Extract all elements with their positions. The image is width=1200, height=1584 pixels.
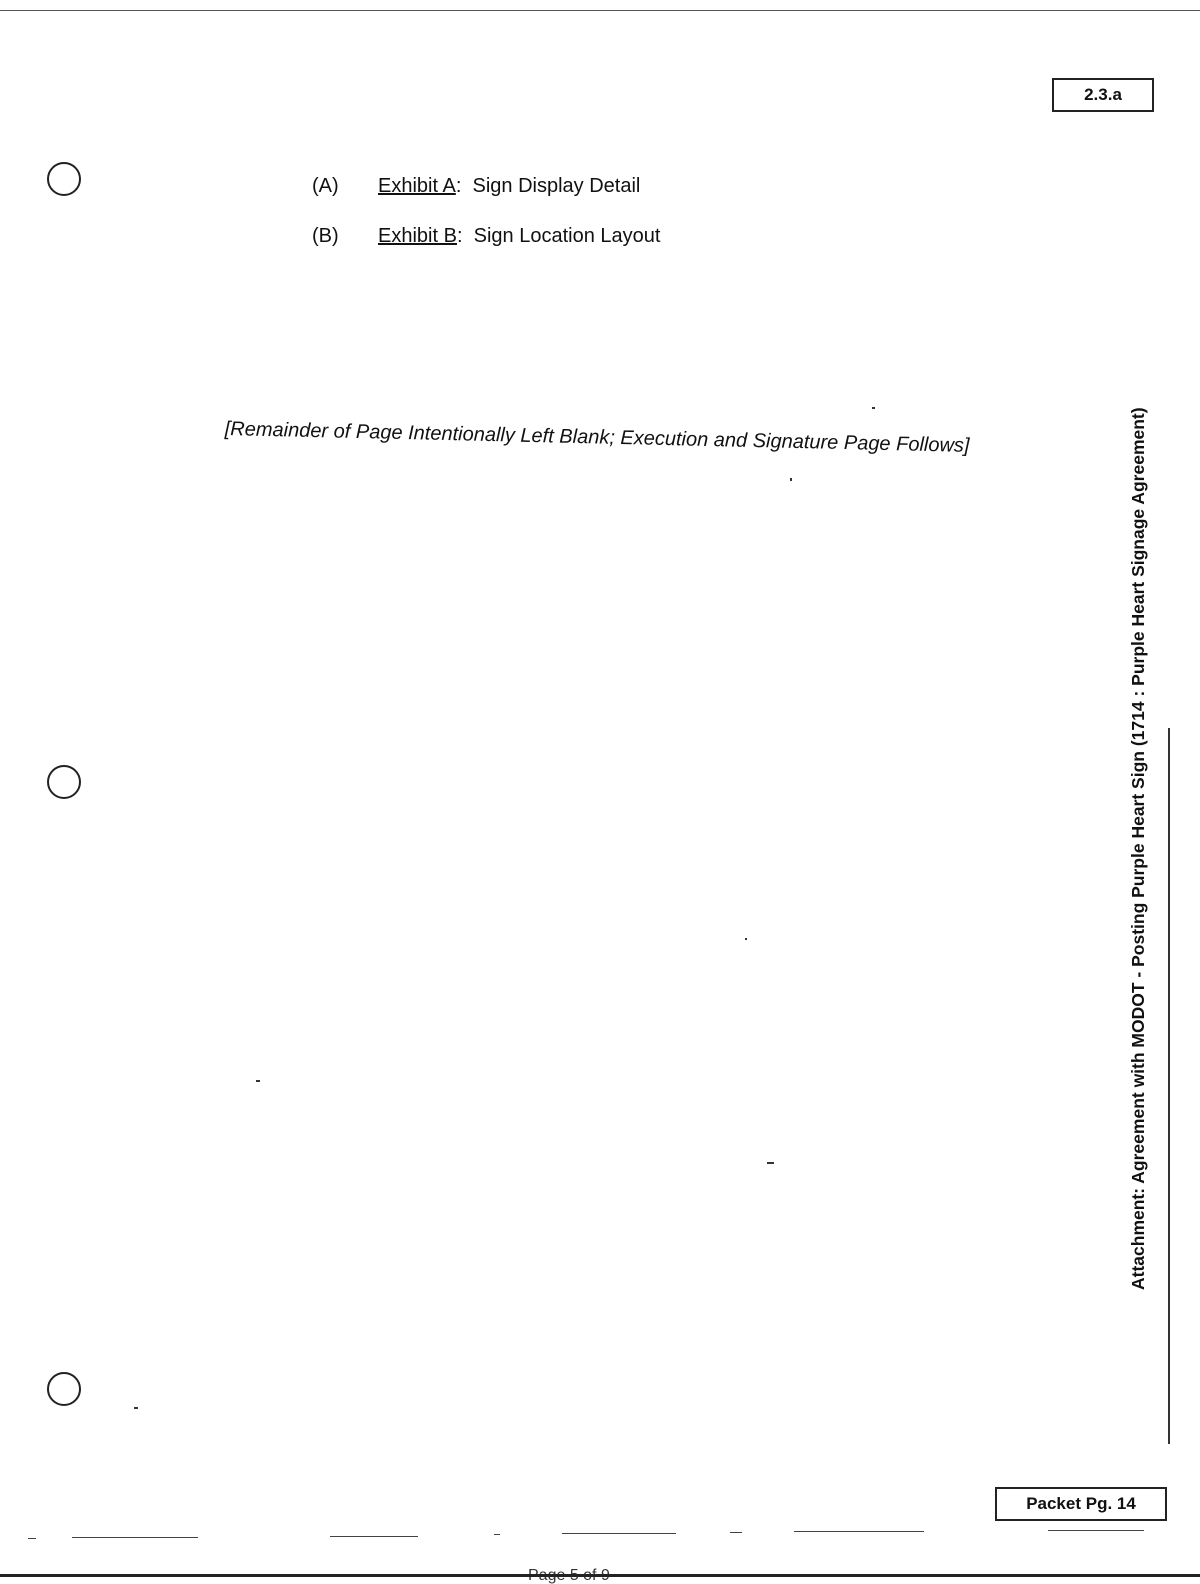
footer-dash [72,1537,198,1538]
footer-dash [494,1534,500,1535]
punch-hole-bottom [47,1372,81,1406]
scan-speck [256,1080,260,1082]
blank-page-note: [Remainder of Page Intentionally Left Blank; Execution and Signature Page Follows] [224,418,970,457]
punch-hole-middle [47,765,81,799]
exhibit-title: Sign Location Layout [473,225,661,247]
exhibit-list-item [312,175,640,198]
exhibit-letter: (A) [312,175,339,197]
punch-hole-top [47,162,81,196]
scan-speck [872,407,875,409]
footer-dash [28,1538,36,1539]
scan-speck [790,478,792,481]
bottom-border-line [0,1574,1200,1577]
agenda-item-badge: 2.3.a [1052,78,1154,112]
exhibit-letter: (B) [312,225,339,247]
scan-speck [745,938,747,940]
exhibit-title: Sign Display Detail [472,175,641,197]
side-attachment-label: Attachment: Agreement with MODOT - Posting Purple Heart Sign (1714 : Purple Heart Signage Agreement) [1128,407,1148,1290]
exhibit-name: Exhibit A [378,175,456,197]
exhibit-colon: : [455,175,473,197]
top-border-line [0,10,1200,11]
scan-speck [134,1407,138,1409]
scan-speck [767,1162,774,1164]
footer-dash [730,1532,742,1533]
exhibit-colon: : [456,225,474,247]
footer-dash [562,1533,676,1534]
footer-dash [1048,1530,1144,1531]
exhibit-name: Exhibit B [378,225,457,247]
footer-dash [330,1536,418,1537]
footer-dash [794,1531,924,1532]
packet-page-badge: Packet Pg. 14 [995,1487,1167,1521]
side-vertical-line [1168,728,1170,1444]
exhibit-list-item [312,225,660,248]
